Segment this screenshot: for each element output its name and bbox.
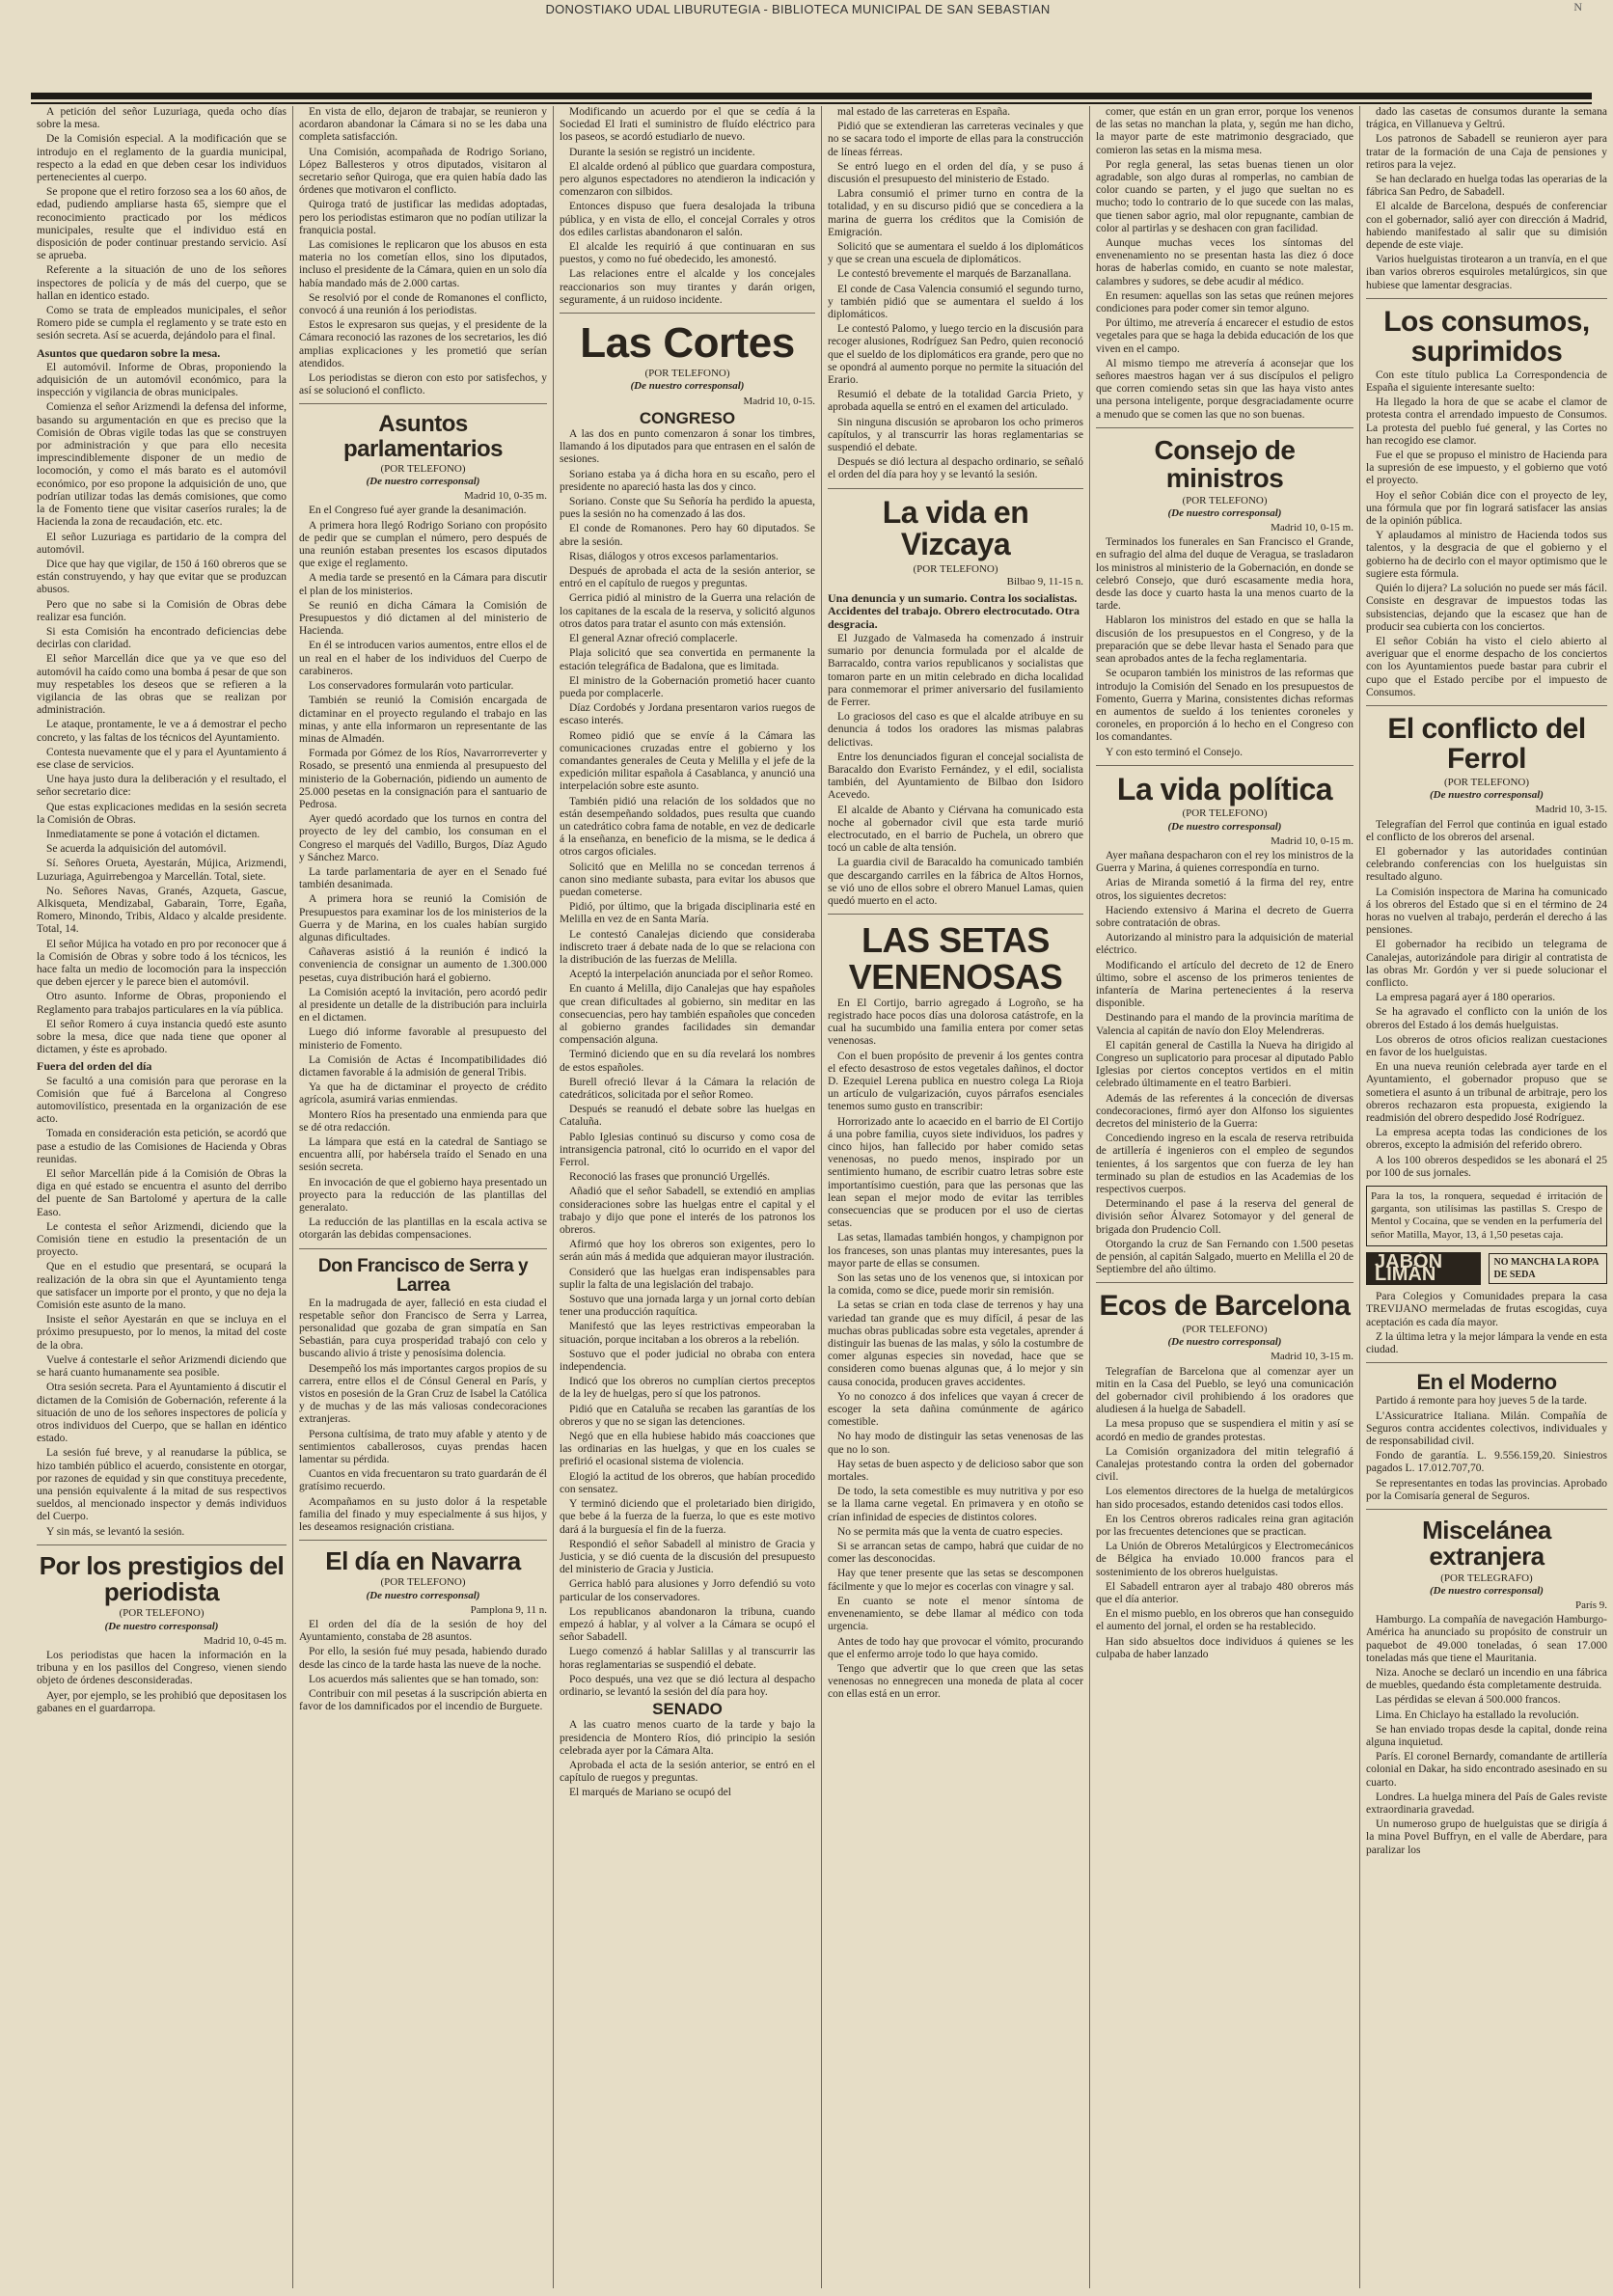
column-2 xyxy=(293,106,554,2288)
paragraph: Al mismo tiempo me atrevería á aconsejar que los señores maestros hagan ver á sus discípulos el peligro que corren comiendo setas sin que las haya visto antes una persona inteligente, porque desgraciadamente ocurre a menudo que se comen las que no son buenas. xyxy=(1096,357,1353,421)
paragraph: A primera hora se reunió la Comisión de Presupuestos para examinar los de los ministerios de la Guerra y de Marina, en los cuales habían surgido algunas dificultades. xyxy=(299,893,547,943)
paragraph: Pablo Iglesias continuó su discurso y como cosa de intransigencia patronal, citó lo ocurrido en el vapor del Ferrol. xyxy=(560,1131,815,1169)
paragraph: Plaja solicitó que sea convertida en permanente la estación telegráfica de Badalona, que es limitada. xyxy=(560,647,815,672)
correspondent-line: (De nuestro corresponsal) xyxy=(1167,820,1282,833)
correspondent-line: (De nuestro corresponsal) xyxy=(630,380,745,393)
paragraph: A petición del señor Luzuriaga, queda ocho días sobre la mesa. xyxy=(37,106,287,131)
paragraph: Persona cultísima, de trato muy afable y atento y de sentimientos caballerosos, cuyas prendas hacen lamentar su pérdida. xyxy=(299,1428,547,1465)
paragraph: Referente a la situación de uno de los señores inspectores de policía y de más del cuerpo, que se hallan en identico estado. xyxy=(37,264,287,302)
section-divider xyxy=(37,1544,287,1545)
paragraph: De todo, la seta comestible es muy nutritiva y por eso se la llama carne vegetal. En primavera y en otoño se crían infinidad de especies de distintos colores. xyxy=(828,1486,1083,1523)
paragraph: Lo graciosos del caso es que el alcalde atribuye en su denuncia á todos los oradores las mismas palabras delictivas. xyxy=(828,711,1083,749)
paragraph: La reducción de las plantillas en la escala activa se otorgarán las debidas compensaciones. xyxy=(299,1216,547,1242)
paragraph: Antes de todo hay que provocar el vómito, procurando que el enfermo arroje todo lo que haya comido. xyxy=(828,1635,1083,1660)
paragraph: Respondió el señor Sabadell al ministro de Gracia y Justicia, y se dió cuenta de la discusión del presupuesto del ministerio de Gracia y Justicia. xyxy=(560,1538,815,1576)
paragraph: Partido á remonte para hoy jueves 5 de la tarde. xyxy=(1376,1395,1588,1408)
paragraph: Por regla general, las setas buenas tienen un olor agradable, son algo duras al romperlas, no cambian de color cuando se parten, y el jugo que sueltan no es mucho; todo lo contrario de lo que sucede con las malas, que tienen sabor agrio, mal olor repugnante, cambian de color al partirlas y se deshacen con gran facilidad. xyxy=(1096,158,1353,234)
paragraph: Con este título publica La Correspondencia de España el siguiente interesante suelto: xyxy=(1366,369,1607,395)
dateline: Bilbao 9, 11-15 n. xyxy=(1006,576,1083,588)
section-divider xyxy=(1096,427,1353,428)
paragraph: Y terminó diciendo que el proletariado bien dirigido, que bebe á la fuerza de la fuerza, lo que es este motivo dará á la burguesía el fin de la fuerza. xyxy=(560,1498,815,1536)
paragraph: Entre los denunciados figuran el concejal socialista de Baracaldo don Evaristo Fernández, y el edil, socialista también, del Ayuntamiento de Bilbao don Isidoro Acevedo. xyxy=(828,751,1083,802)
paragraph: En el mismo pueblo, en los obreros que han conseguido el aumento del jornal, el orden se ha restablecido. xyxy=(1096,1608,1353,1633)
paragraph: Comienza el señor Arizmendi la defensa del informe, basando su argumentación en que es preciso que la Comisión de Obras vigile todas las que se construyen por administración y que para ello necesita imprescindiblemente disponer de un medio de locomoción, y como el más barato es el automóvil económico, por eso propone la adquisición de uno, que podrían utilizar todas las demás comisiones, que como la de Fomento tiene que visitar caseríos rurales; la de Hacienda la zona de recaudación, etc. etc. xyxy=(37,401,287,529)
paragraph: Los patronos de Sabadell se reunieron ayer para tratar de la formación de una Caja de pensiones y retiros para la vejez. xyxy=(1366,133,1607,171)
paragraph: A las dos en punto comenzaron á sonar los timbres, llamando á los diputados para que entrasen en el salón de sesiones. xyxy=(560,428,815,466)
top-rule-thin xyxy=(31,102,1592,104)
section-headline: La vida política xyxy=(1116,771,1333,806)
section-headline: LAS SETAS VENENOSAS xyxy=(848,920,1063,997)
paragraph: Luego dió informe favorable al presupuesto del ministerio de Fomento. xyxy=(299,1026,547,1052)
paragraph: Sin ninguna discusión se aprobaron los ocho primeros capítulos, y al transcurrir las horas reglamentarias se suspendió el debate. xyxy=(828,416,1083,454)
paragraph: Le contestó Palomo, y luego tercio en la discusión para recoger alusiones, Rodríguez San Pedro, quien reconoció que el sueldo de los diplomáticos era grande, pero que no se opondrá al aumento porque no permite la situación del Erario. xyxy=(828,323,1083,387)
paragraph: Autorizando al ministro para la adquisición de material eléctrico. xyxy=(1096,932,1353,957)
paragraph: Niza. Anoche se declaró un incendio en una fábrica de muebles, quedando ésta completamente destruida. xyxy=(1366,1666,1607,1692)
paragraph: Durante la sesión se registró un incidente. xyxy=(569,146,755,158)
section-divider xyxy=(1366,705,1607,706)
paragraph: Le ataque, prontamente, le ve a á demostrar el pecho concreto, y las faltas de los técnicos del Ayuntamiento. xyxy=(37,719,287,744)
paragraph: Pero que no sabe si la Comisión de Obras debe realizar esa función. xyxy=(37,598,287,623)
paragraph: Une haya justo dura la deliberación y el resultado, el señor secretario dice: xyxy=(37,774,287,799)
paragraph: Negó que en ella hubiese habido más coacciones que las ordinarias en las huelgas, y que en los cuales se prefirió el ocasional sistema de violencia. xyxy=(560,1431,815,1468)
paragraph: Le contestó Canalejas diciendo que consideraba indiscreto traer á debate nada de lo que se relaciona con la distribución de las fuerzas de Melilla. xyxy=(560,928,815,966)
paragraph: Montero Ríos ha presentado una enmienda para que se dé otra redacción. xyxy=(299,1108,547,1134)
paragraph: Y con esto terminó el Consejo. xyxy=(1106,746,1244,758)
paragraph: El conde de Romanones. Pero hay 60 diputados. Se abre la sesión. xyxy=(560,523,815,548)
paragraph: Z la última letra y la mejor lámpara la vende en esta ciudad. xyxy=(1366,1330,1607,1356)
paragraph: En la madrugada de ayer, falleció en esta ciudad el respetable señor don Francisco de Serra y Larrea, personalidad que gozaba de gran simpatía en San Sebastián, para cuya prosperidad trabajó con celo y buscando alivio á triste y penosísima dolencia. xyxy=(299,1297,547,1360)
paragraph: Burell ofreció llevar á la Cámara la relación de catedráticos, solicitada por el señor Romeo. xyxy=(560,1076,815,1101)
paragraph: Telegrafían de Barcelona que al comenzar ayer un mitin en la Casa del Pueblo, se leyó una comunicación del gobernador civil prohibiendo á los oradores que aludiesen á la huelga de Sabadell. xyxy=(1096,1365,1353,1416)
paragraph: El Sabadell entraron ayer al trabajo 480 obreros más que el día anterior. xyxy=(1096,1580,1353,1605)
paragraph: A primera hora llegó Rodrigo Soriano con propósito de pedir que se cumplan el número, pero después de una reunión estaban presentes los escasos diputados que exige el reglamento. xyxy=(299,519,547,570)
byline: (POR TELEFONO) xyxy=(119,1607,205,1620)
section-headline: La vida en Vizcaya xyxy=(882,494,1029,562)
paragraph: El alcalde de Abanto y Ciérvana ha comunicado esta noche al gobernador civil que esta tarde murió electrocutado, en el barrio de Puchela, un obrero que tocó un cable de alta tensión. xyxy=(828,804,1083,855)
correspondent-line: (De nuestro corresponsal) xyxy=(1167,506,1282,519)
section-headline: Los consumos, suprimidos xyxy=(1383,305,1590,369)
paragraph: Le contesta el señor Arizmendi, diciendo que la Comisión tiene en estudio la presentación de un proyecto. xyxy=(37,1220,287,1259)
paragraph: Por ello, la sesión fué muy pesada, habiendo durado desde las cinco de la tarde hasta las nueve de la noche. xyxy=(299,1646,547,1671)
dateline: París 9. xyxy=(1575,1599,1607,1611)
paragraph: Solicitó que en Melilla no se concedan terrenos á canon sino mediante subasta, para evitar los abusos que puedan cometerse. xyxy=(560,861,815,898)
paragraph: A las cuatro menos cuarto de la tarde y bajo la presidencia de Montero Ríos, dió principio la sesión celebrada ayer por la Cámara Alta. xyxy=(560,1719,815,1757)
paragraph: Concediendo ingreso en la escala de reserva retribuida de artillería é ingenieros con el empleo de segundos tenientes, á los sargentos que con fuerza de ley han terminado su plan de estudios en las Academias de los respectivos cuerpos. xyxy=(1096,1133,1353,1195)
section-headline: Ecos de Barcelona xyxy=(1099,1290,1351,1323)
paragraph: Después se reanudó el debate sobre las huelgas en Cataluña. xyxy=(560,1104,815,1129)
paragraph: Para Colegios y Comunidades prepara la casa TREVIJANO mermeladas de frutas escogidas, cuya aceptación es cada día mayor. xyxy=(1366,1291,1607,1328)
paragraph: Aprobada el acta de la sesión anterior, se entró en el capítulo de ruegos y preguntas. xyxy=(560,1759,815,1785)
page-number-mark: N xyxy=(1573,0,1582,14)
paragraph: La setas se crian en toda clase de terrenos y hay una variedad tan grande que es muy difícil, á pesar de las muchas obras publicadas sobre esta vegetales, aprender á distinguir las buenas de las malas, y sólo la costumbre de comer algunas especies sin novedad, hace que se consideren como buenas algunas que, á lo mejor y sin causa conocida, producen graves accidentes. xyxy=(828,1299,1083,1388)
section-headline: Miscelánea extranjera xyxy=(1422,1515,1551,1572)
paragraph: Tomada en consideración esta petición, se acordó que pase a estudio de las Comisiones de Hacienda y Obras reunidas. xyxy=(37,1128,287,1165)
paragraph: Los acuerdos más salientes que se han tomado, son: xyxy=(309,1673,539,1685)
paragraph: Otra sesión secreta. Para el Ayuntamiento á discutir el dictamen de la Comisión de Gobernación, referente á la situación de uno de los señores inspectores de policía y otros individuos del Cuerpo, que se hallan en idéntico estado. xyxy=(37,1381,287,1445)
paragraph: Entonces dispuso que fuera desalojada la tribuna pública, y en vista de ello, el concejal Corrales y otros dos ediles carlistas abandonaron el salón. xyxy=(560,201,815,238)
byline: (POR TELEFONO) xyxy=(1182,494,1268,506)
paragraph: Yo no conozco á dos infelices que vayan á crecer de escoger la seta dañina comúnmente de agárico comestible. xyxy=(828,1390,1083,1429)
paragraph: Quiroga trató de justificar las medidas adoptadas, pero los periodistas estimaron que no podían utilizar la franquicia postal. xyxy=(299,199,547,236)
paragraph: A media tarde se presentó en la Cámara para discutir el plan de los ministerios. xyxy=(299,572,547,597)
paragraph: Los elementos directores de la huelga de metalúrgicos han sido procesados, estando detenidos casi todos ellos. xyxy=(1096,1486,1353,1511)
paragraph: En el Congreso fué ayer grande la desanimación. xyxy=(309,505,527,517)
paragraph: El gobernador ha recibido un telegrama de Canalejas, autorizándole para dirigir al contratista de las obras Mr. Gordón y ver si puede solucionar el conflicto. xyxy=(1366,939,1607,989)
paragraph: Cuantos en vida frecuentaron su trato guardarán de él gratísimo recuerdo. xyxy=(299,1468,547,1493)
paragraph: Consideró que las huelgas eran indispensables para suplir la falta de una legislación del trabajo. xyxy=(560,1266,815,1291)
paragraph: Sostuvo que una jornada larga y un jornal corto debían tener una producción raquítica. xyxy=(560,1294,815,1319)
top-rule xyxy=(31,93,1592,99)
paragraph: La guardia civil de Baracaldo ha comunicado también que descargando carriles en la fábrica de Altos Hornos, se vió uno de ellos sobre el obrero Manuel Lamas, quien quedó muerto en el acto. xyxy=(828,857,1083,907)
paragraph: Si se arrancan setas de campo, habrá que cuidar de no comer las desconocidas. xyxy=(828,1541,1083,1566)
section-divider xyxy=(1366,298,1607,299)
paragraph: Una Comisión, acompañada de Rodrigo Soriano, López Ballesteros y otros diputados, visitaron al secretario señor Quiroga, que era quien había dado las órdenes que motivaron el conflicto. xyxy=(299,146,547,197)
column-4 xyxy=(822,106,1090,2288)
paragraph: Modificando un acuerdo por el que se cedía á la Sociedad El Irati el suministro de fluído eléctrico para los paseos, se acordó estudiarlo de nuevo. xyxy=(560,106,815,144)
paragraph: Se reunió en dicha Cámara la Comisión de Presupuestos y dió dictamen al del ministerio de Hacienda. xyxy=(299,599,547,638)
paragraph: En El Cortijo, barrio agregado á Logroño, se ha registrado hace pocos días una dolorosa catástrofe, en la cual ha sucumbido una familia entera por comer setas venenosas. xyxy=(828,997,1083,1048)
paragraph: Insiste el señor Ayestarán en que se incluya en el próximo presupuesto, por lo menos, la mitad del coste de la obra. xyxy=(37,1314,287,1352)
paragraph: Como se trata de empleados municipales, el señor Romero pide se cumpla el reglamento y se trate esto en sesión secreta. Así se acuerda, dejándolo para el final. xyxy=(37,305,287,342)
paragraph: El general Aznar ofreció complacerle. xyxy=(569,633,738,645)
paragraph: Las pérdidas se elevan á 500.000 francos. xyxy=(1376,1694,1561,1707)
paragraph: El gobernador y las autoridades continúan celebrando conferencias con los huelguistas sin resultado alguno. xyxy=(1366,845,1607,884)
paragraph: Los periodistas que hacen la información en la tribuna y en los pasillos del Congreso, vienen siendo objeto de órdenes desconsideradas. xyxy=(37,1649,287,1687)
correspondent-line: (De nuestro corresponsal) xyxy=(1430,789,1544,802)
subheading: Asuntos que quedaron sobre la mesa. xyxy=(37,345,221,360)
paragraph: Se han enviado tropas desde la capital, donde reina alguna inquietud. xyxy=(1366,1723,1607,1748)
section-divider xyxy=(1096,1282,1353,1283)
paragraph: El señor Cobián ha visto el cielo abierto al averiguar que el enorme despacho de los conciertos con los Ayuntamientos puede bastar para cubrir el cupo que el Estado percibe por el impuesto de Consumos. xyxy=(1366,635,1607,698)
paragraph: La sesión fué breve, y al reanudarse la pública, se hizo también público el acuerdo, consistente en otorgar, por razones de equidad y sin que constituya precedente, una pensión equivalente á la mitad de sus respectivos sueldos, al mencionado inspector y demás individuos del Cuerpo. xyxy=(37,1447,287,1523)
paragraph: Quién lo dijera? La solución no puede ser más fácil. Consiste en desgravar de impuestos todas las subsistencias, dejando que la escasez que han de producir sea cubierta con los conciertos. xyxy=(1366,583,1607,633)
paragraph: Los periodistas se dieron con esto por satisfechos, y así se solucionó el conflicto. xyxy=(299,372,547,397)
dateline: Pamplona 9, 11 n. xyxy=(470,1603,547,1616)
subheading: Una denuncia y un sumario. Contra los socialistas. Accidentes del trabajo. Obrero electrocutado. Otra desgracia. xyxy=(828,591,1080,631)
section-headline: Por los prestigios del periodista xyxy=(39,1550,285,1607)
paragraph: Lima. En Chiclayo ha estallado la revolución. xyxy=(1376,1708,1579,1721)
paragraph: Pidió que se extendieran las carreteras vecinales y que no se sacara todo el importe de ellas para la construcción de líneas férreas. xyxy=(828,121,1083,158)
column-3 xyxy=(554,106,822,2288)
paragraph: Fondo de garantía. L. 9.556.159,20. Siniestros pagados L. 17.012.707,70. xyxy=(1366,1450,1607,1475)
paragraph: Los republicanos abandonaron la tribuna, cuando empezó á hablar, y al volver a la Cámara se ocupó el señor Sabadell. xyxy=(560,1605,815,1644)
section-headline: El conflicto del Ferrol xyxy=(1387,712,1586,776)
byline: (POR TELEFONO) xyxy=(1182,807,1268,820)
byline: (POR TELEFONO) xyxy=(1443,776,1530,788)
paragraph: Los conservadores formularán voto particular. xyxy=(309,680,514,693)
paragraph: El automóvil. Informe de Obras, proponiendo la adquisición de un automóvil económico, para la inspección y vigilancia de obras municipales. xyxy=(37,361,287,399)
byline: (POR TELEFONO) xyxy=(644,368,730,380)
dateline: Madrid 10, 0-35 m. xyxy=(464,490,547,503)
byline: (POR TELEFONO) xyxy=(380,1576,466,1589)
paragraph: Se facultó a una comisión para que perorase en la Comisión que fué á Barcelona al Congreso automovilístico, presentada en la organización de ese acto. xyxy=(37,1075,287,1126)
section-headline: Las Cortes xyxy=(580,319,795,368)
sub-headline: SENADO xyxy=(652,1700,723,1719)
paragraph: En cuanto se note el menor síntoma de envenenamiento, se debe llamar al médico con toda urgencia. xyxy=(828,1595,1083,1633)
paragraph: El conde de Casa Valencia consumió el segundo turno, y también pidió que se aumentara el sueldo á los diplomáticos. xyxy=(828,283,1083,321)
paragraph: En invocación de que el gobierno haya presentado un proyecto para la reducción de las plantillas del generalato. xyxy=(299,1176,547,1215)
paragraph: Afirmó que hoy los obreros son exigentes, pero lo serán aún más á medida que adquieran mayor ilustración. xyxy=(560,1239,815,1264)
paragraph: Las relaciones entre el alcalde y los concejales reaccionarios son muy tirantes y darán origen, seguramente, á un ruidoso incidente. xyxy=(560,268,815,306)
paragraph: Pidió, por último, que la brigada disciplinaria esté en Melilla en vez de en Santa María. xyxy=(560,901,815,926)
paragraph: Sostuvo que el poder judicial no obraba con entera independencia. xyxy=(560,1348,815,1374)
byline: (POR TELEFONO) xyxy=(1182,1323,1268,1335)
paragraph: Contesta nuevamente que el y para el Ayuntamiento á ese clase de servicios. xyxy=(37,746,287,771)
paragraph: Ya que ha de dictaminar el proyecto de crédito agrícola, asumirá varias enmiendas. xyxy=(299,1081,547,1107)
paragraph: Ayer quedó acordado que los turnos en contra del proyecto de ley del cambio, los consuman en el Congreso el marqués del Vadillo, Burgos, Díaz Agudo y Sánchez Marco. xyxy=(299,813,547,863)
column-6 xyxy=(1360,106,1613,2288)
paragraph: mal estado de las carreteras en España. xyxy=(837,106,1011,118)
paragraph: A los 100 obreros despedidos se les abonará el 25 por 100 de sus jornales. xyxy=(1366,1154,1607,1179)
correspondent-line: (De nuestro corresponsal) xyxy=(104,1620,219,1632)
paragraph: El alcalde ordenó al público que guardara compostura, pero algunos espectadores no atendieron la indicación y comenzaron con silbidos. xyxy=(560,160,815,199)
paragraph: El marqués de Mariano se ocupó del xyxy=(569,1787,731,1799)
paragraph: comer, que están en un gran error, porque los venenos de las setas no manchan la plata, y, según me han dicho, la mayor parte de este matrimonio desgraciado, que comieron las setas en la misma mesa. xyxy=(1096,106,1353,156)
section-divider xyxy=(560,313,815,314)
soap-brand-logo: JABÓN LIMÁN xyxy=(1366,1252,1481,1285)
paragraph: dado las casetas de consumos durante la semana trágica, en Villanueva y Geltrú. xyxy=(1366,106,1607,131)
paragraph: Poco después, una vez que se dió lectura al despacho ordinario, se levantó la sesión del día para hoy. xyxy=(560,1673,815,1698)
dateline: Madrid 10, 0-15 m. xyxy=(1271,834,1353,847)
paragraph: Modificando el artículo del decreto de 12 de Enero último, sobre el ascenso de los primeros tenientes de infantería de Marina pertenecientes á la reserva disponible. xyxy=(1096,959,1353,1010)
paragraph: Soriano. Conste que Su Señoría ha perdido la apuesta, pues la sesión no ha comenzado á las dos. xyxy=(560,496,815,521)
paragraph: En los Centros obreros radicales reina gran agitación por las frecuentes detenciones que se practican. xyxy=(1096,1513,1353,1538)
correspondent-line: (De nuestro corresponsal) xyxy=(366,1589,480,1601)
paragraph: Otro asunto. Informe de Obras, proponiendo el Reglamento para trabajos particulares en la vía pública. xyxy=(37,991,287,1016)
column-5 xyxy=(1090,106,1360,2288)
paragraph: Resumió el debate de la totalidad Garcia Prieto, y aprobada aquella se entró en el examen del articulado. xyxy=(828,389,1083,414)
section-divider xyxy=(828,914,1083,915)
paragraph: El ministro de la Gobernación prometió hacer cuanto pueda por complacerle. xyxy=(560,674,815,699)
paragraph: No. Señores Navas, Granés, Azqueta, Gascue, Alkisqueta, Mendizabal, Gabarain, Torre, Egaña, Romero, Minondo, Tribis, Aldaco y alcalde presidente. Total, 14. xyxy=(37,885,287,936)
paragraph: Y sin más, se levantó la sesión. xyxy=(46,1525,185,1538)
paragraph: Aunque muchas veces los síntomas del envenenamiento no se presentan hasta las diez ó doce horas de haberlas comido, en cuanto se note malestar, calambres y sudores, se debe acudir al médico. xyxy=(1096,237,1353,287)
paragraph: Se entró luego en el orden del día, y se puso á discusión el presupuesto del ministerio de Estado. xyxy=(828,160,1083,186)
paragraph: Otorgando la cruz de San Fernando con 1.500 pesetas de pensión, al capitán Salgado, muerto en Melilla el 20 de Septiembre del año último. xyxy=(1096,1238,1353,1276)
paragraph: En vista de ello, dejaron de trabajar, se reunieron y acordaron abandonar la Cámara si no se les daba una completa satisfacción. xyxy=(299,106,547,144)
paragraph: Determinando el pase á la reserva del general de división señor Álvarez Sotomayor y del general de brigada don Prudencio Coll. xyxy=(1096,1198,1353,1236)
paragraph: La Unión de Obreros Metalúrgicos y Electromecánicos de Bélgica ha enviado 10.000 francos para el sostenimiento de los obreros huelguistas. xyxy=(1096,1541,1353,1578)
paragraph: Manifestó que las leyes restrictivas empeoraban la situación, porque incitaban a los obreros a la rebelión. xyxy=(560,1321,815,1346)
paragraph: Gerrica habló para alusiones y Jorro defendió su voto particular de los conservadores. xyxy=(560,1578,815,1603)
paragraph: Los obreros de otros oficios realizan cuestaciones en favor de los huelguistas. xyxy=(1366,1033,1607,1058)
paragraph: París. El coronel Bernardy, comandante de artillería colonial en Dakar, ha sido encontrado asesinado en su cuarto. xyxy=(1366,1751,1607,1789)
correspondent-line: (De nuestro corresponsal) xyxy=(1167,1336,1282,1349)
paragraph: El alcalde les requirió á que continuaran en sus puestos, y como no fué obedecido, les amonestó. xyxy=(560,241,815,266)
paragraph: Por último, me atrevería á encarecer el estudio de estos vegetales para que se haga la debida educación de los que viven en el campo. xyxy=(1096,317,1353,355)
paragraph: El capitán general de Castilla la Nueva ha dirigido al Congreso un suplicatorio para procesar al diputado Pablo Iglesias por ciertos conceptos vertidos en el mitin celebrado últimamente en el teatro Barbieri. xyxy=(1096,1039,1353,1090)
paragraph: Risas, diálogos y otros excesos parlamentarios. xyxy=(569,550,779,562)
paragraph: También pidió una relación de los soldados que no están desempeñando soldados, pues resulta que cuando un catedrático cobra fama de notable, en vez de dedicarle á la enseñanza, en beneficio de la misma, se le dedica á otros cargos oficiales. xyxy=(560,795,815,859)
paragraph: Cañaveras asistió á la reunión é indicó la conveniencia de consignar un aumento de 1.300.000 pesetas, cuya distribución hará el gobierno. xyxy=(299,946,547,984)
paragraph: Si esta Comisión ha encontrado deficiencias debe decirlas con claridad. xyxy=(37,625,287,651)
paragraph: Soriano estaba ya á dicha hora en su escaño, pero el presidente no apareció hasta las dos y cinco. xyxy=(560,468,815,493)
byline: (POR TELEFONO) xyxy=(913,562,998,575)
paragraph: Pidió que en Cataluña se recaben las garantías de los obreros y que no se sigan las detenciones. xyxy=(560,1403,815,1428)
paragraph: Estos le expresaron sus quejas, y el presidente de la Cámara reconoció las razones de los secretarios, les dió amplias explicaciones y les prometió que serían atendidos. xyxy=(299,319,547,369)
correspondent-line: (De nuestro corresponsal) xyxy=(366,476,480,488)
paragraph: Que en el estudio que presentará, se ocupará la realización de la obra sin que el Ayuntamiento tenga que satisfacer un importe por el pronto, y que no deja la Comisión este asunto de la mano. xyxy=(37,1261,287,1312)
subheading: Fuera del orden del día xyxy=(37,1059,152,1074)
paragraph: En una nueva reunión celebrada ayer tarde en el Ayuntamiento, el gobernador propuso que se sometiera el asunto á un tribunal de arbitraje, pero los obreros rechazaron esta propuesta, exigiendo la readmisión del obrero despedido José Rodríguez. xyxy=(1366,1061,1607,1124)
section-divider xyxy=(299,1248,547,1249)
paragraph: Se han declarado en huelga todas las operarias de la fábrica San Pedro, de Sabadell. xyxy=(1366,174,1607,199)
paragraph: Contribuir con mil pesetas á la suscripción abierta en favor de los damnificados por el incendio de Burguete. xyxy=(299,1688,547,1713)
soap-advertisement xyxy=(1366,1252,1607,1285)
paragraph: El señor Mújica ha votado en pro por reconocer que á la Comisión de Obras y sobre todo á los técnicos, les hace falta un medio de locomoción para la inspección que deben ejercer y le parece bien el automóvil. xyxy=(37,938,287,989)
paragraph: La Comisión aceptó la invitación, pero acordó pedir al presidente un detalle de la distribución para incluirla en el dictamen. xyxy=(299,986,547,1025)
paragraph: La mesa propuso que se suspendiera el mitin y así se acordó en medio de grandes protestas. xyxy=(1096,1418,1353,1443)
paragraph: Un numeroso grupo de huelguistas que se dirigía á la mina Povel Buffryn, en el valle de Aberdare, para paralizar los xyxy=(1366,1818,1607,1856)
paragraph: Tengo que advertir que lo que creen que las setas venenosas no ennegrecen una moneda de plata al cocer con ellas está en un error. xyxy=(828,1662,1083,1701)
paragraph: Romeo pidió que se envíe á la Cámara las comunicaciones cruzadas entre el gobierno y los comandantes generales de Ceuta y Melilla y el jefe de la expedición militar española á Casablanca, y anunció una interpelación sobre este asunto. xyxy=(560,729,815,793)
section-divider xyxy=(1366,1362,1607,1363)
paragraph: En él se introducen varios aumentos, entre ellos el de un real en el haber de los individuos del Cuerpo de carabineros. xyxy=(299,640,547,677)
dateline: Madrid 10, 3-15. xyxy=(1535,804,1607,816)
paragraph: Y aplaudamos al ministro de Hacienda todos sus talentos, y la desgracia de que el gobierno y el gobierno ha de decirlo con el mayor optimismo que le sugiere esta fórmula. xyxy=(1366,530,1607,580)
dateline: Madrid 10, 0-15 m. xyxy=(1271,522,1353,534)
paragraph: Díaz Cordobés y Jordana presentaron varios ruegos de escaso interés. xyxy=(560,702,815,727)
section-headline: Don Francisco de Serra y Larrea xyxy=(317,1255,529,1296)
paragraph: La lámpara que está en la catedral de Santiago se encuentra allí, por habérsela traído el Senado en una sesión secreta. xyxy=(299,1136,547,1174)
paragraph: Aceptó la interpelación anunciada por el señor Romeo. xyxy=(569,969,813,981)
paragraph: Se resolvió por el conde de Romanones el conflicto, convocó á una reunión á los periodistas. xyxy=(299,291,547,317)
column-1 xyxy=(31,106,293,2288)
section-headline: Asuntos parlamentarios xyxy=(342,411,504,462)
paragraph: Además de las referentes á la conceción de diversas condecoraciones, firmó ayer don Alfonso los siguientes decretos del ministerio de la Guerra: xyxy=(1096,1092,1353,1130)
paragraph: Inmediatamente se pone á votación el dictamen. xyxy=(46,828,260,840)
dateline: Madrid 10, 3-15 m. xyxy=(1271,1351,1353,1363)
paragraph: El alcalde de Barcelona, después de conferenciar con el gobernador, salió ayer con dirección á Madrid, habiendo manifestado al salir que su dimisión depende de este viaje. xyxy=(1366,201,1607,252)
paragraph: Acompañamos en su justo dolor á la respetable familia del finado y muy especialmente á sus hijos, y les deseamos resignación cristiana. xyxy=(299,1495,547,1533)
paragraph: Terminó diciendo que en su día revelará los nombres de estos españoles. xyxy=(560,1049,815,1074)
paragraph: Varios huelguistas tirotearon a un tranvía, en el que iban varios obreros esquiroles metalúrgicos, sin que hubiese que lamentar desgracias. xyxy=(1366,254,1607,291)
paragraph: L'Assicuratrice Italiana. Milán. Compañía de Seguros contra accidentes colectivos, individuales y de responsabilidad civil. xyxy=(1366,1409,1607,1447)
paragraph: Indicó que los obreros no cumplían ciertos preceptos de la ley de huelgas, pero sí que los patronos. xyxy=(560,1376,815,1401)
paragraph: Las comisiones le replicaron que los abusos en esta materia no los cometían ellos, sino los diputados, incluso el presidente de la Cámara, quien en un solo día había mandado más de 2.000 cartas. xyxy=(299,239,547,289)
paragraph: El orden del día de la sesión de hoy del Ayuntamiento, constaba de 28 asuntos. xyxy=(299,1619,547,1644)
archive-header: DONOSTIAKO UDAL LIBURUTEGIA - BIBLIOTECA MUNICIPAL DE SAN SEBASTIAN xyxy=(545,2,1051,16)
section-headline: Consejo de ministros xyxy=(1154,434,1296,494)
newspaper-columns xyxy=(31,106,1607,2288)
sub-headline: CONGRESO xyxy=(639,408,736,427)
paragraph: Después se dió lectura al despacho ordinario, se señaló el orden del día para hoy y se levantó la sesión. xyxy=(828,456,1083,481)
paragraph: El señor Luzuriaga es partidario de la compra del automóvil. xyxy=(37,531,287,556)
paragraph: Luego comenzó á hablar Salillas y al transcurrir las horas reglamentarias se suspendió el debate. xyxy=(560,1646,815,1671)
section-divider xyxy=(828,488,1083,489)
paragraph: Las setas, llamadas también hongos, y champignon por los franceses, son unas plantas muy interesantes, pues la mayor parte de ellas se consumen. xyxy=(828,1232,1083,1270)
paragraph: Se ocuparon también los ministros de las reformas que introdujo la Comisión del Senado en los presupuestos de Fomento, Guerra y Marina, consistentes dichas reformas en aumentos de sueldo á los tenientes coroneles y coroneles, en proporción á lo hecho en el Congreso con los comandantes. xyxy=(1096,668,1353,744)
paragraph: La Comisión inspectora de Marina ha comunicado á los obreros del Estado que si en el término de 24 horas no vuelven al trabajo, perderán el derecho á las pensiones. xyxy=(1366,886,1607,937)
paragraph: Terminados los funerales en San Francisco el Grande, en sufragio del alma del duque de Veragua, se trasladaron los ministros al ministerio de la Gobernación, en donde se celebró Consejo, que duró escasamente media hora, desde las doce y cuarto hasta la una menos cuarto de la tarde. xyxy=(1096,536,1353,613)
paragraph: Que estas explicaciones medidas en la sesión secreta la Comisión de Obras. xyxy=(37,801,287,826)
paragraph: Telegrafían del Ferrol que continúa en igual estado el conflicto de los obreros del arsenal. xyxy=(1366,818,1607,843)
paragraph: Se representantes en todas las provincias. Aprobado por la Comisaría general de Seguros. xyxy=(1366,1477,1607,1502)
byline: (POR TELEGRAFO) xyxy=(1440,1572,1533,1584)
paragraph: En cuanto á Melilla, dijo Canalejas que hay españoles que crean dificultades al gobierno, sin meditar en las consecuencias, pero hay también españoles que conceden al gobierno grandes facilidades sin demandar compensación alguna. xyxy=(560,983,815,1047)
paragraph: El señor Marcellán dice que ya ve que eso del automóvil ha caído como una bomba á pesar de que son muy respetables los deseos que se refieren a la vigilancia de las obras que se realizan por administración. xyxy=(37,653,287,717)
section-divider xyxy=(1366,1509,1607,1510)
section-headline: En el Moderno xyxy=(1416,1370,1557,1395)
paragraph: El señor Marcellán pide á la Comisión de Obras la diga en qué estado se encuentra el asunto del derribo del puente de San Bartolomé y apertura de la calle Easo. xyxy=(37,1168,287,1218)
paragraph: Arias de Miranda sometió á la firma del rey, entre otros, los siguientes decretos: xyxy=(1096,877,1353,902)
soap-slogan: NO MANCHA LA ROPA DE SEDA xyxy=(1489,1253,1607,1284)
paragraph: No se permita más que la venta de cuatro especies. xyxy=(837,1525,1063,1538)
paragraph: La empresa pagará ayer á 180 operarios. xyxy=(1376,992,1556,1004)
paragraph: Ha llegado la hora de que se acabe el clamor de protesta contra el arrendado impuesto de Consumos. La protesta del pueblo fué general, y las Cortes no han recogido ese clamor. xyxy=(1366,396,1607,447)
paragraph: Solicitó que se aumentara el sueldo á los diplomáticos y que se crean una escuela de diplomáticos. xyxy=(828,241,1083,266)
advertisement: Para la tos, la ronquera, sequedad é irritación de garganta, son utilísimas las pastillas S. Crespo de Mentol y Cocaína, que se venden en la perfumería del señor Matilla, Mayor, 13, á 1,50 pesetas caja. xyxy=(1366,1186,1607,1246)
section-headline: El día en Navarra xyxy=(325,1546,521,1576)
paragraph: Sí. Señores Orueta, Ayestarán, Mújica, Arizmendi, Luzuriaga, Aguirrebengoa y Marcellán. Total, siete. xyxy=(37,858,287,883)
paragraph: Gerrica pidió al ministro de la Guerra una relación de los capitanes de la escala de la reserva, y solicitó algunos otros datos para tratar el asunto con más extensión. xyxy=(560,592,815,630)
paragraph: Dice que hay que vigilar, de 150 á 160 obreros que se están construyendo, y hay que evitar que se produzcan abusos. xyxy=(37,558,287,596)
paragraph: Hay que tener presente que las setas se descomponen fácilmente y que lo mejor es cocerlas con vinagre y sal. xyxy=(828,1568,1083,1593)
paragraph: Ayer, por ejemplo, se les prohibió que depositasen los gabanes en el guardarropa. xyxy=(37,1689,287,1714)
correspondent-line: (De nuestro corresponsal) xyxy=(1430,1584,1544,1597)
paragraph: La Comisión organizadora del mitin telegrafió á Canalejas protestando contra la orden del gobernador civil. xyxy=(1096,1445,1353,1484)
paragraph: Reconoció las frases que pronunció Urgellés. xyxy=(569,1171,771,1184)
dateline: Madrid 10, 0-45 m. xyxy=(204,1634,287,1647)
paragraph: Elogió la actitud de los obreros, que habían procedido con sensatez. xyxy=(560,1470,815,1495)
paragraph: Se acuerda la adquisición del automóvil. xyxy=(46,843,227,856)
paragraph: Haciendo extensivo á Marina el decreto de Guerra sobre contratación de obras. xyxy=(1096,904,1353,929)
paragraph: Se propone que el retiro forzoso sea a los 60 años, de edad, pudiendo ampliarse hasta 65, siempre que el reconocimiento practicado por los médicos municipales, resulte que el individuo está en disposición de poder continuar prestando servicio. Así se aprueba. xyxy=(37,186,287,262)
paragraph: También se reunió la Comisión encargada de dictaminar en el proyecto regulando el trabajo en las minas, y ante ella informaron un representante de las minas de Almadén. xyxy=(299,695,547,745)
paragraph: Horrorizado ante lo acaecido en el barrio de El Cortijo á una pobre familia, cuyos siete individuos, los padres y cinco hijos, han fallecido por haber comido setas venenosas, no puedo menos, inspirado por un sentimiento humano, de escribir cuatro letras sobre este importantísimo cuestión, para que las personas que las lean sepan el mejor modo de evitar las terribles consecuencias que se producen por el uso de ciertas setas. xyxy=(828,1115,1083,1230)
paragraph: La tarde parlamentaria de ayer en el Senado fué también desanimada. xyxy=(299,865,547,891)
paragraph: En resumen: aquellas son las setas que reúnen mejores condiciones para poder comer sin temor alguno. xyxy=(1096,289,1353,315)
paragraph: Hoy el señor Cobián dice con el proyecto de ley, una fórmula que por fin logrará satisfacer las ansias de la opinión pública. xyxy=(1366,489,1607,528)
paragraph: Han sido absueltos doce individuos á quienes se les culpaba de haber lanzado xyxy=(1096,1635,1353,1660)
section-divider xyxy=(299,1540,547,1541)
paragraph: Le contestó brevemente el marqués de Barzanallana. xyxy=(837,268,1072,281)
paragraph: La empresa acepta todas las condiciones de los obreros, excepto la admisión del referido obrero. xyxy=(1366,1127,1607,1152)
paragraph: Hamburgo. La compañía de navegación Hamburgo-América ha anunciado su propósito de construir un paquebot de 49.000 toneladas, ó sean 17.000 toneladas más que tiene el Mauritania. xyxy=(1366,1614,1607,1664)
paragraph: Labra consumió el primer turno en contra de la totalidad, y en su discurso pidió que se concediera a la marina de guerra los créditos que la Comisión de Emigración. xyxy=(828,188,1083,238)
paragraph: Añadió que el señor Sabadell, se extendió en amplias consideraciones sobre las huelgas entre el capital y el trabajo y dijo que pone el interés de los patronos los obreros. xyxy=(560,1186,815,1237)
dateline: Madrid 10, 0-15. xyxy=(743,395,815,407)
paragraph: Después de aprobada el acta de la sesión anterior, se entró en el capítulo de ruegos y preguntas. xyxy=(560,565,815,590)
paragraph: Con el buen propósito de prevenir á los gentes contra el efecto desastroso de estos vegetales dañinos, el doctor D. Ezequiel Lerena publica en nuestro colega La Rioja un artículo de vulgarización, cuyos párrafos esenciales tenemos sumo gusto en transcribir: xyxy=(828,1050,1083,1113)
paragraph: Londres. La huelga minera del País de Gales reviste extraordinaria gravedad. xyxy=(1366,1790,1607,1817)
paragraph: No hay modo de distinguir las setas venenosas de las que no lo son. xyxy=(828,1431,1083,1456)
paragraph: Vuelve á contestarle el señor Arizmendi diciendo que se hará cuanto humanamente sea posible. xyxy=(37,1353,287,1380)
paragraph: Hay setas de buen aspecto y de delicioso sabor que son mortales. xyxy=(828,1458,1083,1484)
byline: (POR TELEFONO) xyxy=(380,462,466,475)
paragraph: Formada por Gómez de los Ríos, Navarrorreverter y Rosado, se presentó una enmienda al presupuesto del ministerio de la Gobernación, pidiendo un aumento de 25.000 pesetas en la consignación para el santuario de Pedrosa. xyxy=(299,748,547,810)
section-divider xyxy=(299,403,547,404)
paragraph: De la Comisión especial. A la modificación que se introdujo en el reglamento de la guardia municipal, respecto a la edad en que deben cesar los individuos pertenecientes al cuerpo. xyxy=(37,133,287,184)
paragraph: La Comisión de Actas é Incompatibilidades dió dictamen favorable á la admisión de general Tribis. xyxy=(299,1053,547,1079)
paragraph: Desempeñó los más importantes cargos propios de su carrera, entre ellos el de Cónsul General en París, y vistos en posesión de la Gran Cruz de Isabel la Católica y de muchas y de las más valiosas condecoraciones extranjeras. xyxy=(299,1362,547,1426)
paragraph: Se ha agravado el conflicto con la unión de los obreros del Estado á los demás huelguistas. xyxy=(1366,1006,1607,1031)
paragraph: Son las setas uno de los venenos que, si intoxican por la comida, como se dice, puede morir sin remisión. xyxy=(828,1272,1083,1298)
paragraph: Fue el que se propuso el ministro de Hacienda para la supresión de ese impuesto, y el gobierno que votó el proyecto. xyxy=(1366,450,1607,487)
paragraph: Hablaron los ministros del estado en que se halla la discusión de los presupuestos en el Congreso, y de la preparación que se debe llevar hasta el Senado para que sean aprobados antes de la fecha reglamentaria. xyxy=(1096,615,1353,666)
paragraph: Destinando para el mando de la provincia marítima de Valencia al capitán de navío don Eloy Melendreras. xyxy=(1096,1012,1353,1037)
section-divider xyxy=(1096,765,1353,766)
paragraph: El Juzgado de Valmaseda ha comenzado á instruir sumario por denuncia formulada por el alcalde de Barracaldo, contra varios republicanos y socialistas que tomaron parte en un mitin celebrado en dicha localidad para conmemorar el primer aniversario del fusilamiento de Ferrer. xyxy=(828,632,1083,708)
paragraph: El señor Romero á cuya instancia quedó este asunto sobre la mesa, dice que nada tiene que oponer al dictamen, y éste es aprobado. xyxy=(37,1018,287,1056)
paragraph: Ayer mañana despacharon con el rey los ministros de la Guerra y Marina, á quienes correspondía en turno. xyxy=(1096,849,1353,875)
